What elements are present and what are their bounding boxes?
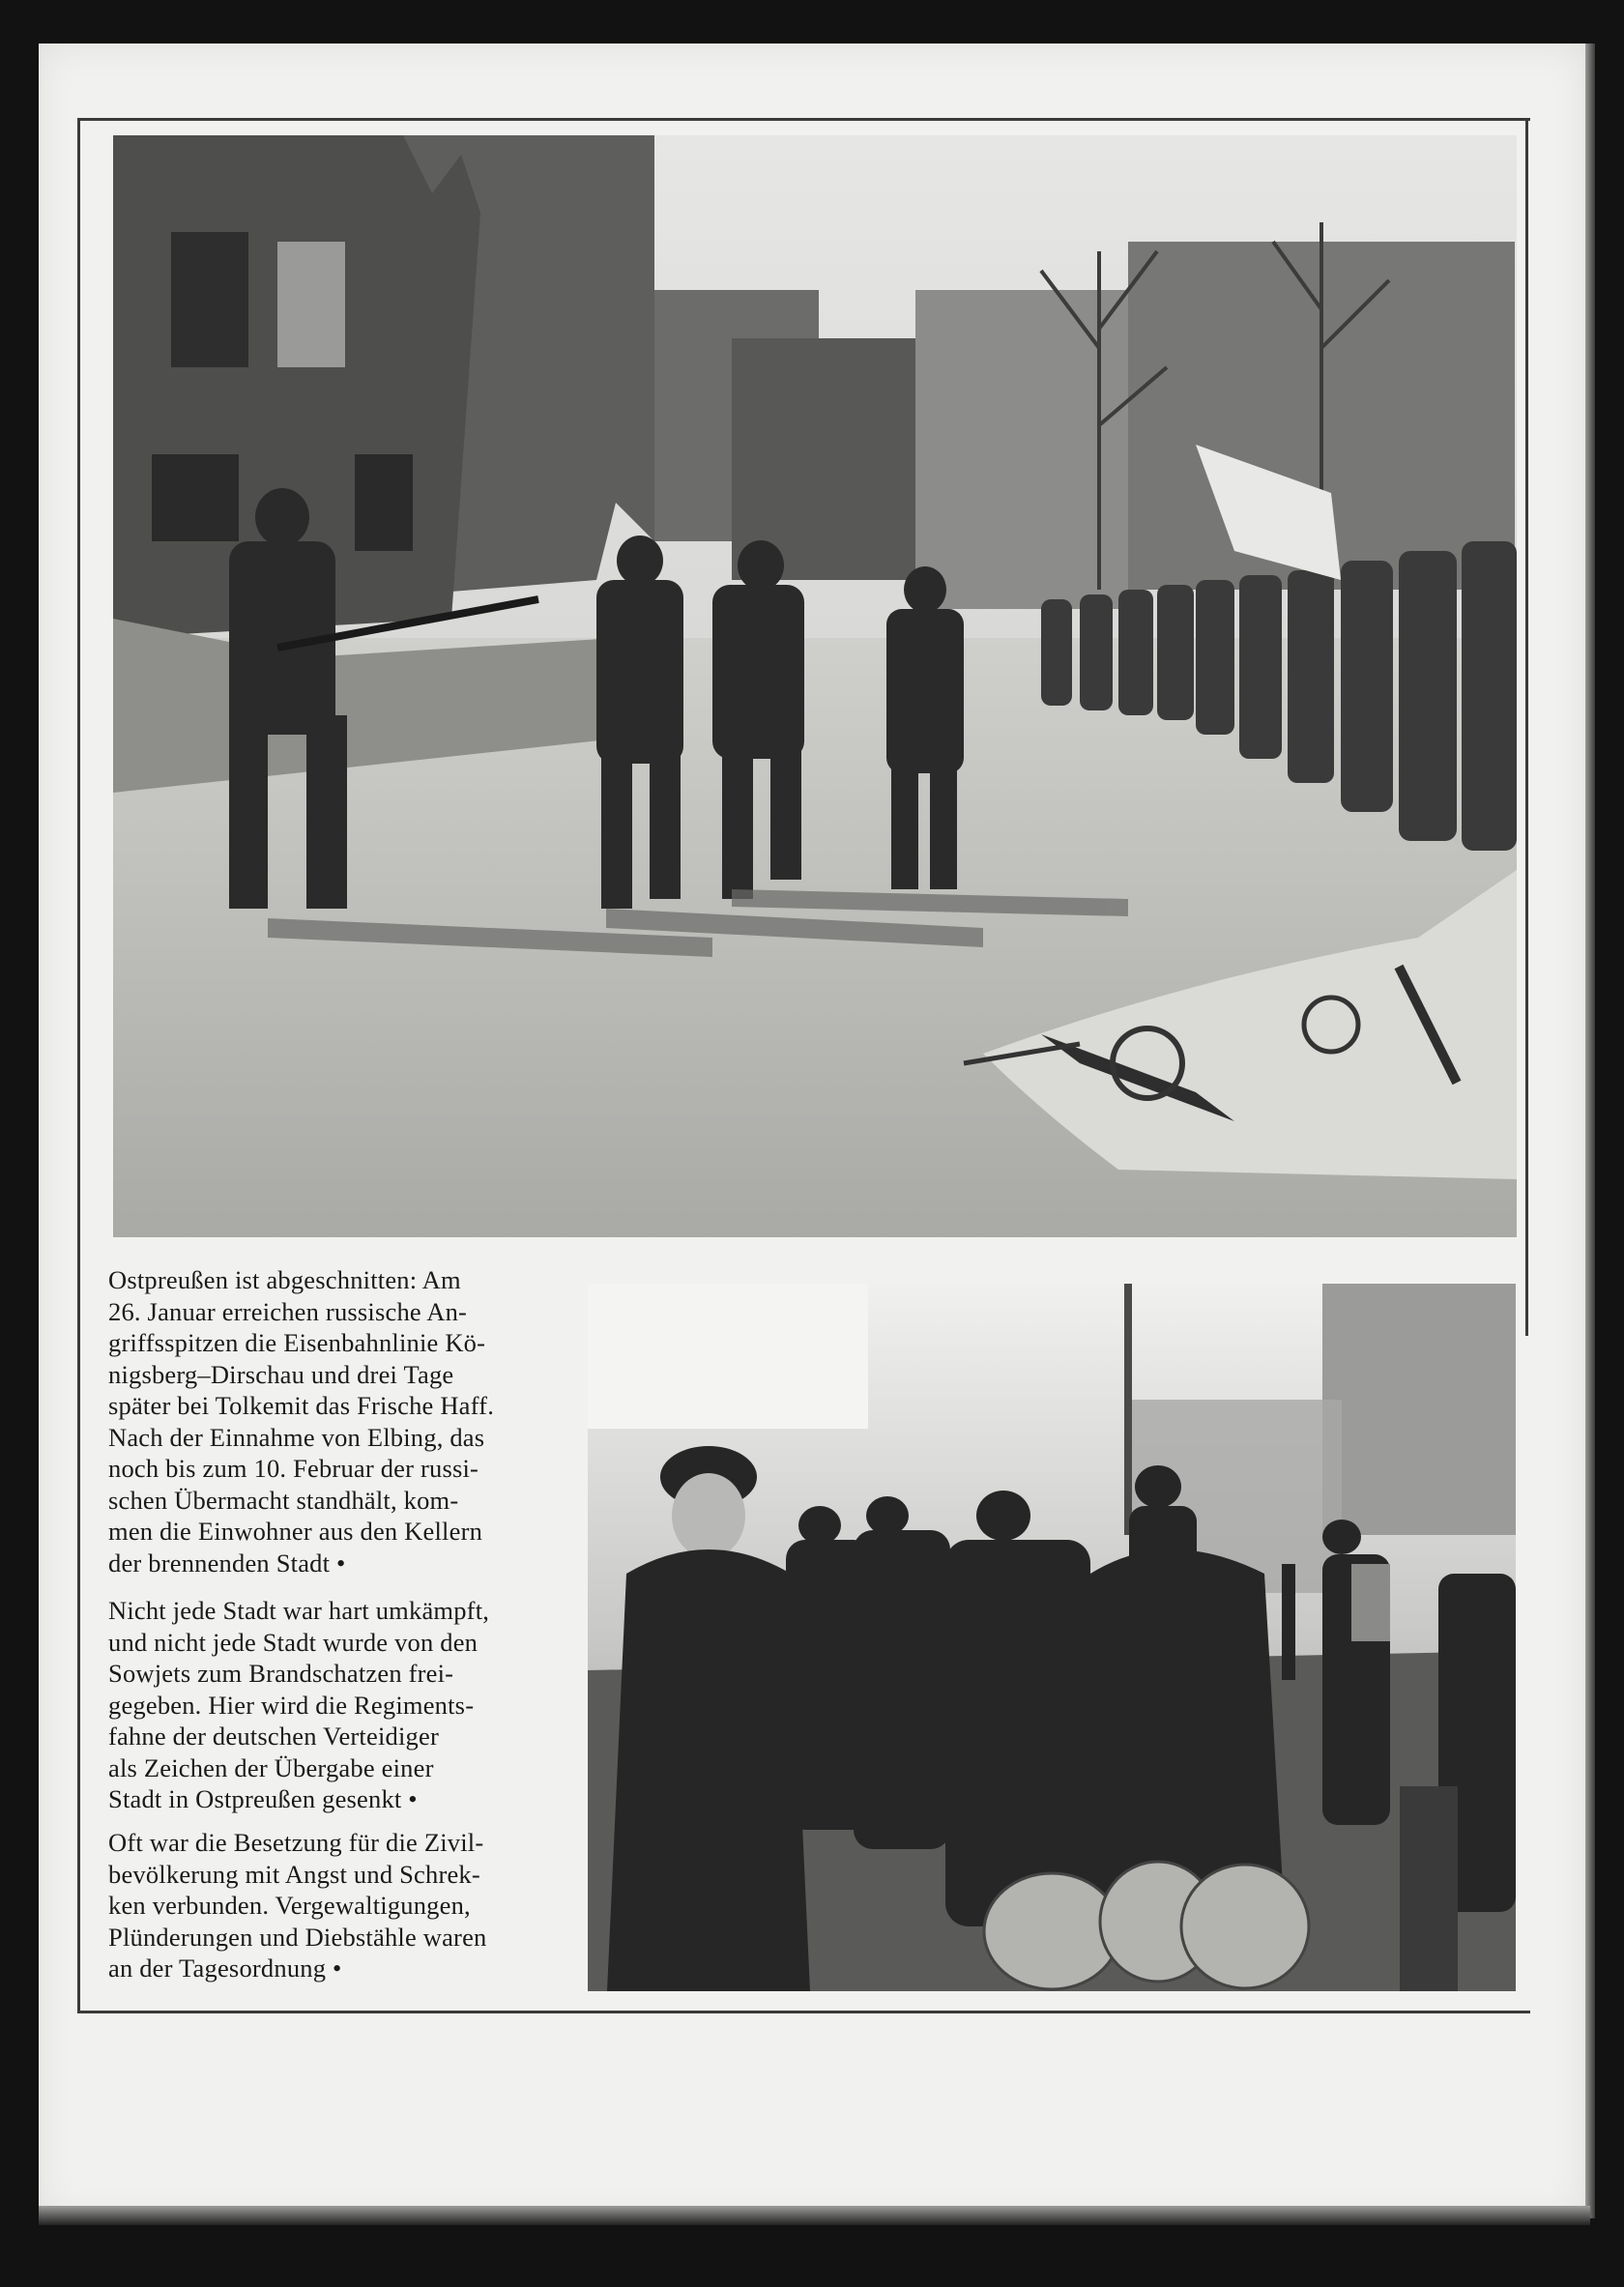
caption-line: men die Einwohner aus den Kellern: [108, 1517, 483, 1546]
photo-civilians-image: [588, 1284, 1516, 1991]
caption-line: Sowjets zum Brandschatzen frei-: [108, 1659, 454, 1688]
caption-line: noch bis zum 10. Februar der russi-: [108, 1454, 479, 1483]
caption-line: später bei Tolkemit das Frische Haff.: [108, 1391, 495, 1420]
caption-line: nigsberg–Dirschau und drei Tage: [108, 1359, 454, 1389]
page-edge-right: [1585, 43, 1595, 2218]
page-edge-bottom: [39, 2206, 1590, 2225]
caption-line: fahne der deutschen Verteidiger: [108, 1722, 439, 1751]
caption-line: griffsspitzen die Eisenbahnlinie Kö-: [108, 1328, 486, 1357]
caption-line: der brennenden Stadt •: [108, 1548, 346, 1578]
caption-line: bevölkerung mit Angst und Schrek-: [108, 1859, 480, 1889]
caption-line: als Zeichen der Übergabe einer: [108, 1752, 434, 1782]
caption-regimentsfahne: [108, 1595, 563, 1815]
caption-line: Oft war die Besetzung für die Zivil-: [108, 1828, 484, 1857]
caption-line: gegeben. Hier wird die Regiments-: [108, 1690, 475, 1720]
caption-line: ken verbunden. Vergewaltigungen,: [108, 1891, 471, 1920]
caption-line: Nach der Einnahme von Elbing, das: [108, 1422, 485, 1452]
caption-line: schen Übermacht standhält, kom-: [108, 1485, 459, 1515]
caption-ostpreussen: [108, 1264, 563, 1578]
caption-line: Plünderungen und Diebstähle waren: [108, 1922, 487, 1952]
caption-line: Stadt in Ostpreußen gesenkt •: [108, 1784, 418, 1813]
caption-line: 26. Januar erreichen russische An-: [108, 1296, 468, 1326]
caption-besetzung: [108, 1827, 563, 1984]
photo-civilians: [588, 1284, 1516, 1991]
caption-line: an der Tagesordnung •: [108, 1954, 342, 1983]
content-frame-right-rule: [1525, 118, 1528, 1336]
photo-flag-surrender-image: [113, 135, 1517, 1237]
caption-line: Nicht jede Stadt war hart umkämpft,: [108, 1596, 490, 1625]
photo-flag-surrender: [113, 135, 1517, 1237]
caption-line: und nicht jede Stadt wurde von den: [108, 1627, 478, 1657]
caption-line: Ostpreußen ist abgeschnitten: Am: [108, 1265, 461, 1294]
